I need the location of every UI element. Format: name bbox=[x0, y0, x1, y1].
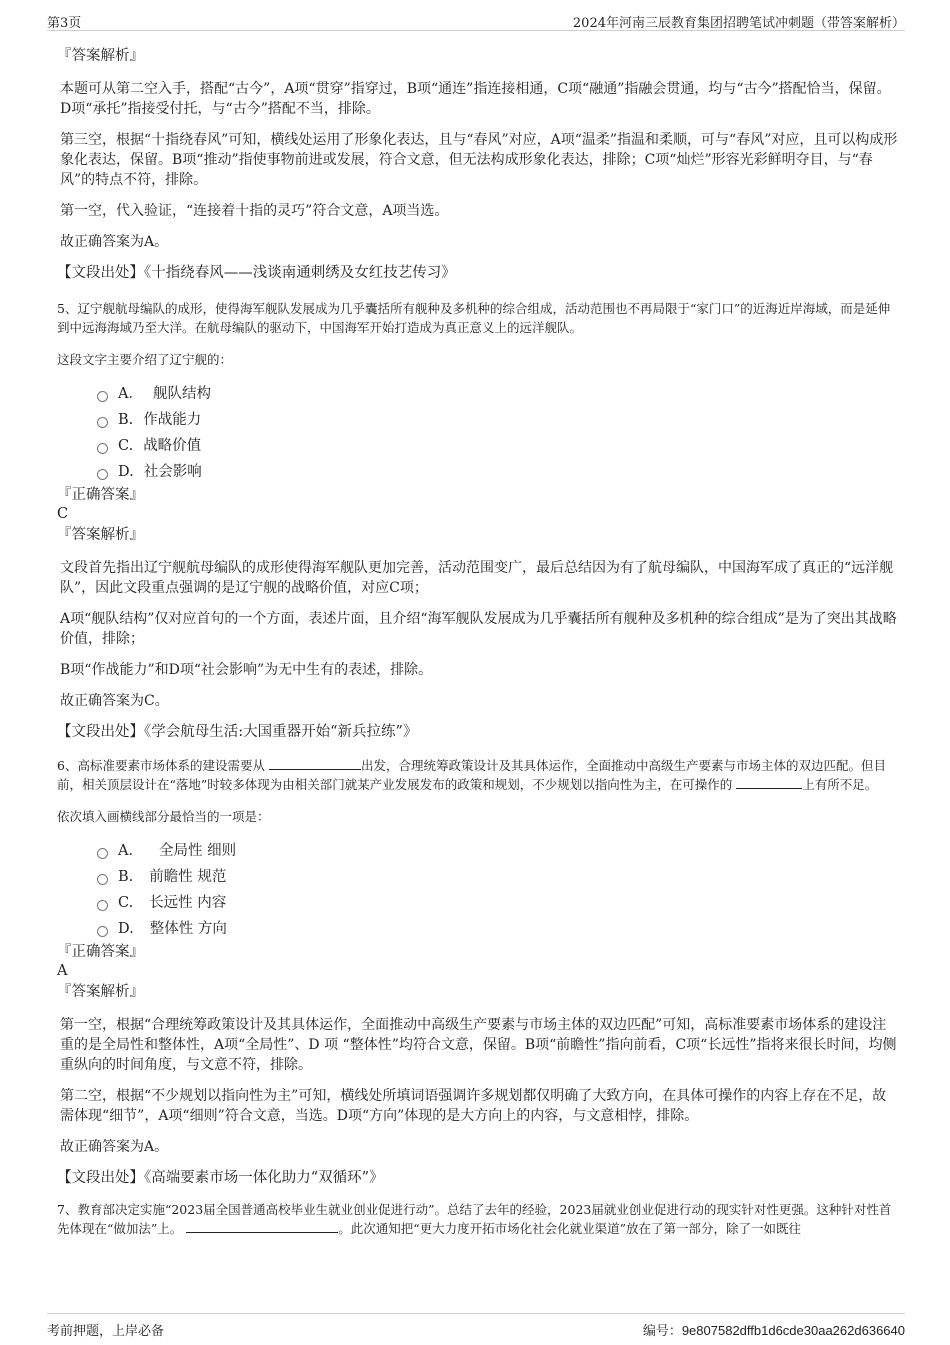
radio-icon[interactable] bbox=[97, 443, 108, 454]
analysis-paragraph: 第二空，根据“不少规划以指向性为主”可知，横线处所填词语强调许多规划都仅明确了大致方向，在具体可操作的内容上存在不足，故需体现“细节”，A项“细则”符合文意，当选。D项“方向”体现的是大方向上的内容，与文意相悖，排除。 bbox=[60, 1088, 887, 1124]
analysis-paragraph: 第一空，根据“合理统筹政策设计及其具体运作，全面推动中高级生产要素与市场主体的双边匹配”可知，高标准要素市场体系的建设注重的是全局性和整体性，A项“全局性”、D 项 “整体性”均符合文意，保留。B项“前瞻性”指向前看，C项“长远性”指将来很长时间，均侧重纵向的时间角度，与文意不符，排除。 bbox=[60, 1017, 897, 1073]
analysis-label: 『答案解析』 bbox=[57, 48, 144, 64]
radio-icon[interactable] bbox=[97, 900, 108, 911]
correct-answer: C bbox=[57, 506, 69, 522]
page-footer bbox=[47, 1313, 905, 1338]
radio-icon[interactable] bbox=[97, 391, 108, 402]
source-citation: 【文段出处】《十指绕春风——浅谈南通刺绣及女红技艺传习》 bbox=[57, 265, 456, 281]
correct-answer-label: 『正确答案』 bbox=[57, 944, 144, 960]
radio-icon[interactable] bbox=[97, 926, 108, 937]
page-content bbox=[57, 46, 905, 1238]
option-b[interactable]: B. 前瞻性 规范 bbox=[97, 864, 905, 890]
question-prompt: 这段文字主要介绍了辽宁舰的： bbox=[57, 352, 233, 367]
footer-slogan: 考前押题，上岸必备 bbox=[47, 1324, 165, 1339]
analysis-label: 『答案解析』 bbox=[57, 984, 144, 1000]
document-title: 2024年河南三辰教育集团招聘笔试冲刺题（带答案解析） bbox=[572, 16, 905, 31]
analysis-paragraph: 第三空，根据“十指绕春风”可知，横线处运用了形象化表达，且与“春风”对应，A项“温柔”指温和柔顺，可与“春风”对应，且可以构成形象化表达，保留。B项“推动”指使事物前进或发展，符合文意，但无法构成形象化表达，排除；C项“灿烂”形容光彩鲜明夺目，与“春风”的特点不符，排除。 bbox=[60, 132, 898, 188]
options-list bbox=[57, 381, 905, 485]
analysis-paragraph: 第一空，代入验证，“连接着十指的灵巧”符合文意，A项当选。 bbox=[60, 203, 449, 219]
option-b[interactable]: B. 作战能力 bbox=[97, 407, 905, 433]
question-stem: 5、辽宁舰航母编队的成形，使得海军舰队发展成为几乎囊括所有舰种及多机种的综合组成，活动范围也不再局限于“家门口”的近海近岸海域，而是延伸到中远海海域乃至大洋。在航母编队的驱动下，中国海军开始打造成为真正意义上的远洋舰队。 bbox=[57, 301, 891, 335]
analysis-paragraph: 故正确答案为C。 bbox=[60, 693, 169, 709]
analysis-paragraph: 文段首先指出辽宁舰航母编队的成形使得海军舰队更加完善，活动范围变广，最后总结因为有了航母编队，中国海军成了真正的“远洋舰队”，因此文段重点强调的是辽宁舰的战略价值，对应C项； bbox=[60, 560, 894, 596]
analysis-label: 『答案解析』 bbox=[57, 527, 144, 543]
question-prompt: 依次填入画横线部分最恰当的一项是： bbox=[57, 809, 270, 824]
radio-icon[interactable] bbox=[97, 848, 108, 859]
option-d[interactable]: D. 整体性 方向 bbox=[97, 916, 905, 942]
document-code: 编号：9e807582dffb1d6cde30aa262d636640 bbox=[642, 1323, 905, 1339]
fill-blank bbox=[736, 776, 802, 789]
radio-icon[interactable] bbox=[97, 417, 108, 428]
option-a[interactable]: A． 舰队结构 bbox=[97, 381, 905, 407]
source-citation: 【文段出处】《学会航母生活:大国重器开始“新兵拉练”》 bbox=[57, 724, 418, 740]
options-list bbox=[57, 838, 905, 942]
question-stem: 7、教育部决定实施“2023届全国普通高校毕业生就业创业促进行动”。总结了去年的经验，2023届就业创业促进行动的现实针对性更强。这种针对性首先体现在“做加法”上。 。此次通知把“更大力度开拓市场化社会化就业渠道”放在了第一部分，除了一如既往 bbox=[57, 1202, 892, 1236]
question-stem: 6、高标准要素市场体系的建设需要从 出发，合理统筹政策设计及其具体运作，全面推动中高级生产要素与市场主体的双边匹配。但目前，相关顶层设计在“落地”时较多体现为由相关部门就某产业发展发布的政策和规划，不少规划以指向性为主，在可操作的 上有所不足。 bbox=[57, 758, 886, 792]
analysis-paragraph: B项“作战能力”和D项“社会影响”为无中生有的表述，排除。 bbox=[60, 662, 433, 678]
analysis-paragraph: 故正确答案为A。 bbox=[60, 234, 169, 250]
option-c[interactable]: C. 长远性 内容 bbox=[97, 890, 905, 916]
page-number: 第3页 bbox=[47, 16, 82, 31]
radio-icon[interactable] bbox=[97, 874, 108, 885]
radio-icon[interactable] bbox=[97, 469, 108, 480]
correct-answer-label: 『正确答案』 bbox=[57, 487, 144, 503]
option-c[interactable]: C. 战略价值 bbox=[97, 433, 905, 459]
option-d[interactable]: D. 社会影响 bbox=[97, 459, 905, 485]
option-a[interactable]: A． 全局性 细则 bbox=[97, 838, 905, 864]
fill-blank bbox=[186, 1220, 338, 1233]
fill-blank bbox=[269, 757, 361, 770]
source-citation: 【文段出处】《高端要素市场一体化助力“双循环”》 bbox=[57, 1170, 384, 1186]
page-header bbox=[47, 8, 905, 31]
analysis-paragraph: 故正确答案为A。 bbox=[60, 1139, 169, 1155]
analysis-paragraph: 本题可从第二空入手，搭配“古今”，A项“贯穿”指穿过，B项“通连”指连接相通，C项“融通”指融会贯通，均与“古今”搭配恰当，保留。D项“承托”指接受付托，与“古今”搭配不当，排除。 bbox=[60, 81, 891, 117]
analysis-paragraph: A项“舰队结构”仅对应首句的一个方面，表述片面，且介绍“海军舰队发展成为几乎囊括所有舰种及多机种的综合组成”是为了突出其战略价值，排除； bbox=[60, 611, 897, 647]
correct-answer: A bbox=[57, 963, 68, 979]
